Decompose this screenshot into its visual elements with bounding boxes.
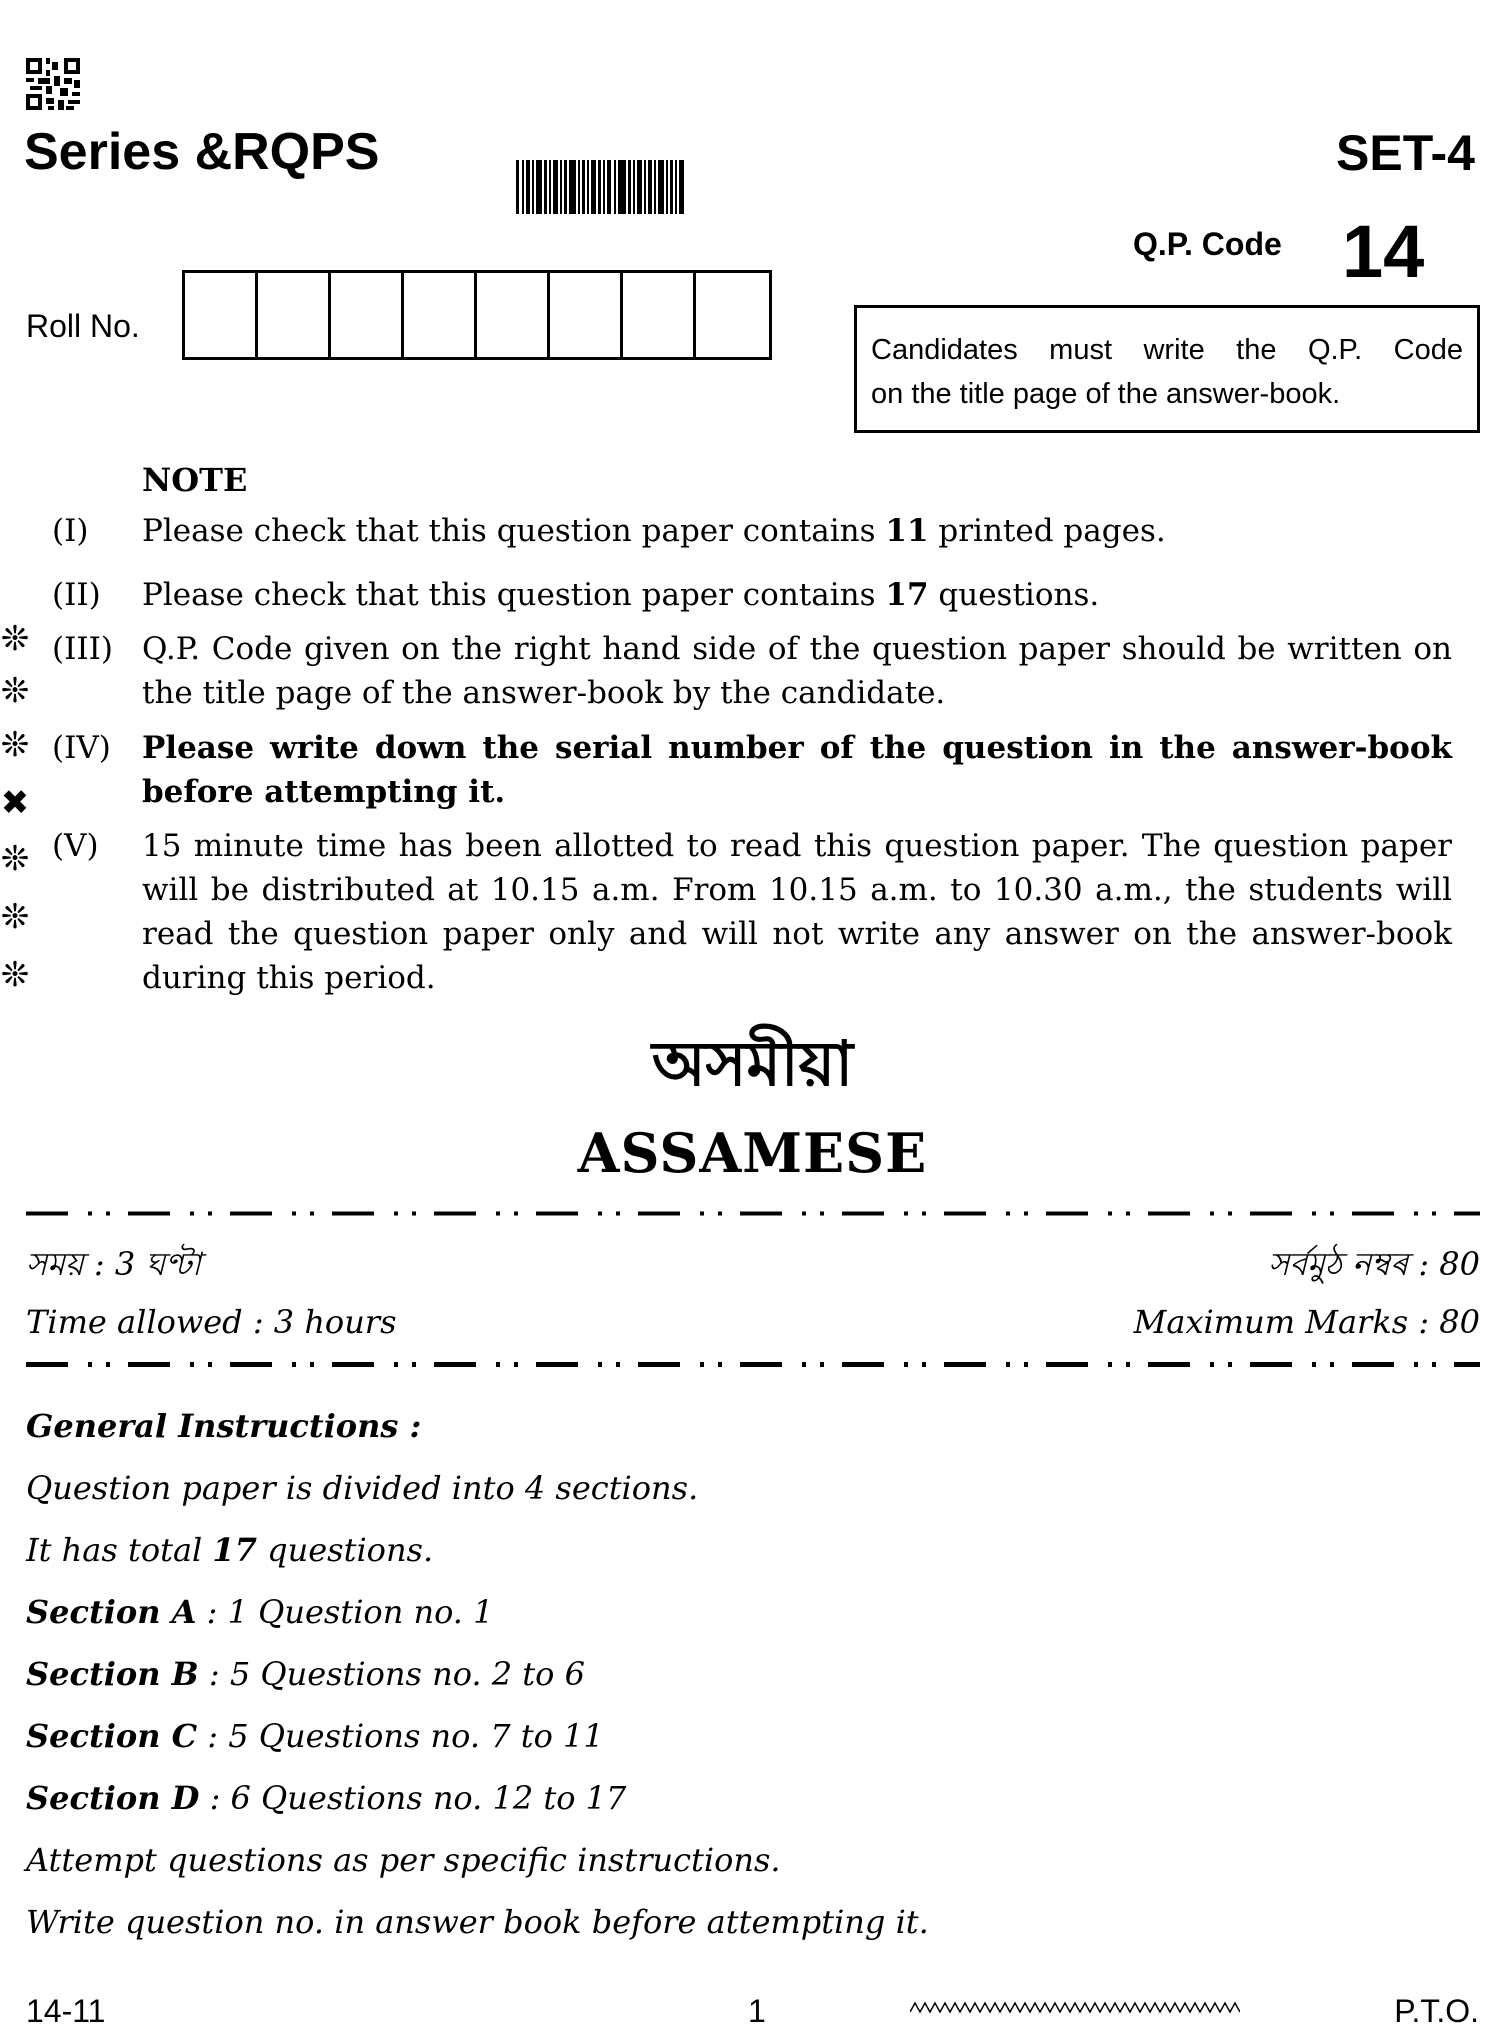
asterisk-flower-icon: ❊ xyxy=(0,619,30,659)
dash-dot-divider xyxy=(26,1211,1480,1216)
asterisk-flower-icon: ❊ xyxy=(0,839,30,879)
qp-notice-word: Q.P. xyxy=(1307,334,1363,366)
note-item-text: Please check that this question paper contains 17 questions. xyxy=(142,577,1100,613)
note-item-number: (I) xyxy=(52,513,89,549)
qp-notice-word: Code xyxy=(1393,334,1463,366)
roll-no-box[interactable] xyxy=(258,273,331,357)
instruction-attempt: Attempt questions as per specific instructions. xyxy=(26,1841,781,1879)
footer-pto: P.T.O. xyxy=(1394,1993,1479,2029)
subject-title-assamese: অসমীয়া xyxy=(651,1030,854,1099)
time-marks-row-assamese xyxy=(26,1245,1480,1283)
qp-code-label: Q.P. Code xyxy=(1133,226,1282,262)
note-item-4 xyxy=(52,726,1452,814)
asterisk-flower-icon: ❊ xyxy=(0,897,30,937)
roll-no-box[interactable] xyxy=(477,273,550,357)
roll-no-label: Roll No. xyxy=(26,308,140,344)
asterisk-flower-icon: ❊ xyxy=(0,955,30,995)
asterisk-flower-icon: ❊ xyxy=(0,671,30,711)
note-item-number: (IV) xyxy=(52,730,111,766)
qp-code-notice-box xyxy=(854,305,1480,433)
note-item-5 xyxy=(52,824,1452,1000)
note-item-number: (III) xyxy=(52,631,113,667)
instruction-section-a: Section A : 1 Question no. 1 xyxy=(26,1593,494,1631)
qp-code-value: 14 xyxy=(1342,210,1425,293)
series-code: Series &RQPS xyxy=(24,123,380,181)
note-item-1 xyxy=(52,509,1452,553)
note-title: NOTE xyxy=(142,461,248,499)
note-item-number: (V) xyxy=(52,828,99,864)
roll-no-box[interactable] xyxy=(550,273,623,357)
instruction-write-question-no: Write question no. in answer book before attempting it. xyxy=(26,1903,929,1941)
qr-code-icon xyxy=(26,58,80,110)
roll-no-box[interactable] xyxy=(331,273,404,357)
roll-no-boxes xyxy=(182,270,772,360)
instruction-total-questions: It has total 17 questions. xyxy=(26,1531,434,1569)
note-item-2 xyxy=(52,573,1452,617)
note-item-text: Q.P. Code given on the right hand side of the question paper should be written on the title page of the answer-book by the candidate. xyxy=(142,631,1452,711)
note-item-text: 15 minute time has been allotted to read this question paper. The question paper will be distributed at 10.15 a.m. From 10.15 a.m. to 10.30 a.m., the students will read the question paper only and will not write any answer on the answer-book during this period. xyxy=(142,828,1452,996)
note-item-text: Please check that this question paper contains 11 printed pages. xyxy=(142,513,1166,549)
note-item-number: (II) xyxy=(52,577,101,613)
roll-no-box[interactable] xyxy=(404,273,477,357)
maximum-marks: Maximum Marks : 80 xyxy=(1133,1303,1480,1341)
time-marks-row-english xyxy=(26,1303,1480,1341)
qp-notice-line-2: on the title page of the answer-book. xyxy=(871,378,1341,410)
subject-title-english: ASSAMESE xyxy=(577,1121,928,1185)
asterisk-flower-icon: ❊ xyxy=(0,725,30,765)
qp-notice-word: write xyxy=(1143,334,1205,366)
instruction-sections-count: Question paper is divided into 4 sections. xyxy=(26,1469,699,1507)
marks-assamese: সৰ্বমুঠ নম্বৰ : 80 xyxy=(1268,1245,1480,1283)
qp-notice-word: must xyxy=(1049,334,1113,366)
instruction-section-c: Section C : 5 Questions no. 7 to 11 xyxy=(26,1717,604,1755)
dash-dot-divider xyxy=(26,1362,1480,1367)
note-item-text: Please write down the serial number of the question in the answer-book before attempting it. xyxy=(142,730,1452,810)
heavy-x-icon: ✖ xyxy=(0,783,30,823)
time-allowed: Time allowed : 3 hours xyxy=(26,1303,397,1341)
set-number: SET-4 xyxy=(1336,125,1475,181)
roll-no-box[interactable] xyxy=(696,273,769,357)
roll-no-box[interactable] xyxy=(185,273,258,357)
footer-page-number: 1 xyxy=(748,1993,766,2029)
qp-notice-line-1 xyxy=(871,328,1463,372)
instruction-section-b: Section B : 5 Questions no. 2 to 6 xyxy=(26,1655,585,1693)
roll-no-box[interactable] xyxy=(623,273,696,357)
general-instructions-title: General Instructions : xyxy=(26,1407,422,1445)
note-item-3 xyxy=(52,627,1452,715)
barcode-icon xyxy=(516,160,684,214)
footer-paper-code: 14-11 xyxy=(26,1993,106,2029)
qp-notice-word: Candidates xyxy=(871,334,1018,366)
qp-notice-word: the xyxy=(1236,334,1277,366)
instruction-section-d: Section D : 6 Questions no. 12 to 17 xyxy=(26,1779,627,1817)
squiggle-line-icon xyxy=(910,2000,1240,2016)
time-assamese: সময় : 3 ঘণ্টা xyxy=(26,1245,202,1283)
